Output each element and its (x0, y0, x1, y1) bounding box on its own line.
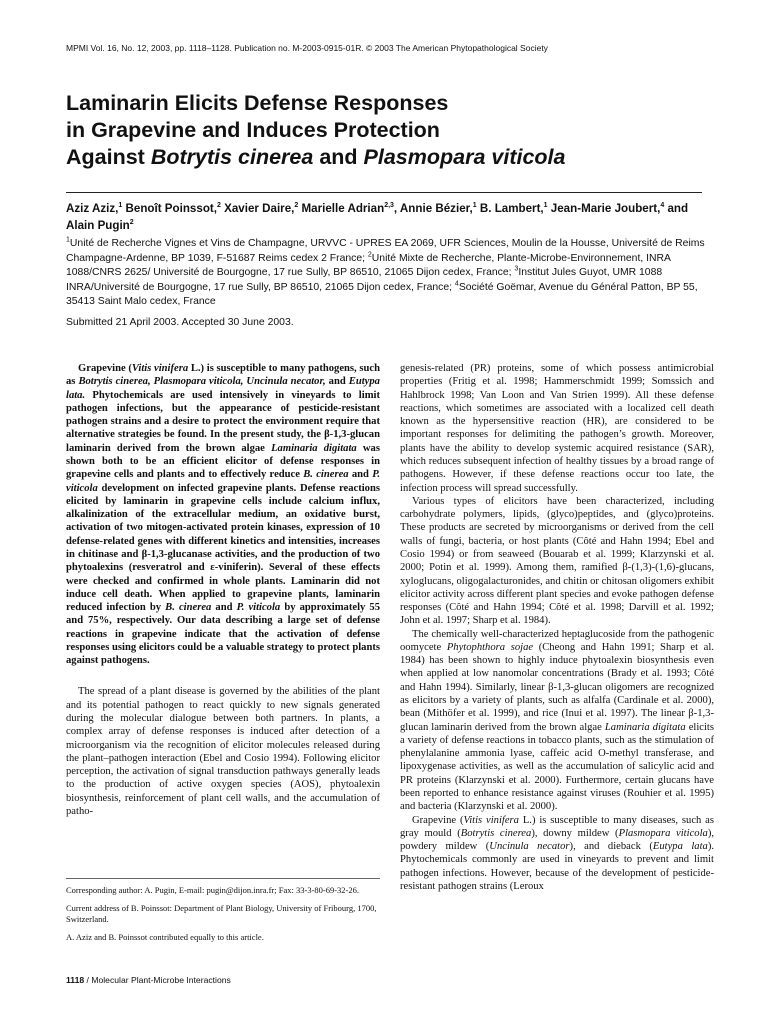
footnote-rule (66, 878, 380, 879)
current-address-note: Current address of B. Poinssot: Department of Plant Biology, University of Fribourg, 1700, Switzerland. (66, 903, 377, 924)
article-title: Laminarin Elicits Defense Responses in Grapevine and Induces Protection Against Botrytis cinerea and Plasmopara viticola (66, 91, 566, 169)
left-column (66, 362, 380, 818)
body-paragraph-2: Various types of elicitors have been characterized, including carbohydrate polymers, lipids, (glyco)peptides, and (glyco)proteins. These products are secreted by microorganisms or derived from the cell walls of fungi, bacteria, or host plants (Côté and Hahn 1994; Ebel and Cosio 1994) or from seaweed (Bouarab et al. 1999; Klarzynski et al. 2000; Potin et al. 1999). Among them, ramified β-(1,3)-(1,6)-glucans, xyloglucans, oligogalacturonides, and chitin or chitosan oligomers exhibit elicitor activity across different plant species and evoke pathogen defense responses (Côté and Hahn 1994; Côté et al. 1998; Darvill et al. 1992; John et al. 1997; Sharp et al. 1984). (400, 495, 714, 627)
intro-paragraph: The spread of a plant disease is governed by the abilities of the plant and its potential pathogen to react quickly to new signals generated during the molecular dialogue between both partners. In plants, a complex array of defense responses is induced after detection of a microorganism via the recognition of elicitor molecules released during the plant–pathogen interaction (Ebel and Cosio 1994). Following elicitor perception, the activation of signal transduction pathways generally leads to the production of active oxygen species (AOS), phytoalexin biosynthesis, reinforcement of plant cell walls, and the accumulation of patho- (66, 686, 380, 817)
abstract: Grapevine (Vitis vinifera L.) is susceptible to many pathogens, such as Botrytis cinerea, Plasmopara viticola, Uncinula necator, and Eutypa lata. Phytochemicals are used intensively in vineyards to limit pathogen infections, but the appearance of pesticide-resistant pathogen strains and a desire to protect the environment require that alternative strategies be found. In the present study, the β-1,3-glucan laminarin derived from the brown algae Laminaria digitata was shown both to be an efficient elicitor of defense responses in grapevine cells and plants and to effectively reduce B. cinerea and P. viticola development on infected grapevine plants. Defense reactions elicited by laminarin in grapevine cells include calcium influx, alkalinization of the extracellular medium, an oxidative burst, activation of two mitogen-activated protein kinases, expression of 10 defense-related genes with different kinetics and intensities, increases in chitinase and β-1,3-glucanase activities, and the production of two phytoalexins (resveratrol and ε-viniferin). Several of these effects were checked and confirmed in whole plants. Laminarin did not induce cell death. When applied to grapevine plants, laminarin reduced infection by B. cinerea and P. viticola by approximately 55 and 75%, respectively. Our data describing a large set of defense reactions in grapevine indicate that the activation of defense responses using elicitors could be a valuable strategy to protect plants against pathogens. (66, 363, 380, 667)
title-rule (66, 192, 702, 193)
body-paragraph-1: genesis-related (PR) proteins, some of which possess antimicrobial properties (Fritig et al. 1998; Hammerschmidt 1999; Somssich and Hahlbrock 1998; Van Loon and Van Strien 1999). All these defense reactions, which sometimes are associated with a localized cell death known as the hypersensitive reaction (HR), are considered to be important responses for delimiting the pathogen’s growth. Moreover, plants have the ability to develop systemic acquired resistance (SAR), which reduces subsequent infection of healthy tissues by a broad range of pathogens. However, if these defense reactions occur too late, the infection process will spread successfully. (400, 363, 714, 494)
body-paragraph-3: The chemically well-characterized heptaglucoside from the pathogenic oomycete Phytophthora sojae (Cheong and Hahn 1991; Sharp et al. 1984) has been shown to highly induce phytoalexin biosynthesis even when applied at low nanomolar concentrations (Brady et al. 1993; Côté and Hahn 1994). Similarly, linear β-1,3-glucan oligomers are recognized as elicitors by a variety of plants, such as alfalfa (Cardinale et al. 2000), bean (Mithöfer et al. 1999), and rice (Inui et al. 1997). The linear β-1,3-glucan laminarin derived from the brown algae Laminaria digitata elicits a variety of defense reactions in tobacco plants, such as the stimulation of phenylalanine ammonia lyase, caffeic acid O-methyl transferase, and lipoxygenase activities, as well as the accumulation of salicylic acid and PR proteins (Klarzynski et al. 2000). Furthermore, certain glucans have been reported to enhance resistance against viruses (Rouhier et al. 1995) and bacteria (Klarzynski et al. 2000). (400, 628, 714, 813)
equal-contribution-note: A. Aziz and B. Poinssot contributed equally to this article. (66, 932, 264, 942)
submission-dates: Submitted 21 April 2003. Accepted 30 June 2003. (66, 317, 294, 328)
affiliations: $^1$Unité de Recherche Vignes et Vins de Champagne, URVVC - UPRES EA 2069, UFR Sciences, Moulin de la Housse, Université de Reims Champagne-Ardenne, BP 1039, F-51687 Reims cedex 2 France; $^2$Unité Mixte de Recherche, Plante-Microbe-Environnement, INRA 1088/CNRS 2625/ Université de Bourgogne, 17 rue Sully, BP 86510, 21065 Dijon cedex, France; $^3$Institut Jules Guyot, UMR 1088 INRA/Université de Bourgogne, 17 rue Sully, BP 86510, 21065 Dijon cedex, France; $^4$Société Goëmar, Avenue du Général Patton, BP 55, 35413 Saint Malo cedex, France (66, 236, 705, 307)
corresponding-author-note: Corresponding author: A. Pugin, E-mail: pugin@dijon.inra.fr; Fax: 33-3-80-69-32-26. (66, 885, 360, 895)
footnotes (66, 885, 380, 950)
page-number: 1118 (66, 975, 85, 985)
running-header: MPMI Vol. 16, No. 12, 2003, pp. 1118–1128. Publication no. M-2003-0915-01R. © 2003 The American Phytopathological Society (66, 43, 548, 53)
body-paragraph-4: Grapevine (Vitis vinifera L.) is susceptible to many diseases, such as gray mould (Botrytis cinerea), downy mildew (Plasmopara viticola), powdery mildew (Uncinula necator), and dieback (Eutypa lata). Phytochemicals commonly are used in vineyards to prevent and limit pathogen infections. However, because of the development of pesticide-resistant pathogen strains (Leroux (400, 814, 715, 892)
author-list: Aziz Aziz,$^1$ Benoît Poinssot,$^2$ Xavier Daire,$^2$ Marielle Adrian$^{2,3}$, Annie Bézier,$^1$ B. Lambert,$^1$ Jean-Marie Joubert,$^4$ and Alain Pugin$^2$ (66, 202, 689, 232)
page-footer (66, 975, 231, 985)
right-column (400, 362, 714, 893)
journal-name: / Molecular Plant-Microbe Interactions (84, 975, 231, 985)
